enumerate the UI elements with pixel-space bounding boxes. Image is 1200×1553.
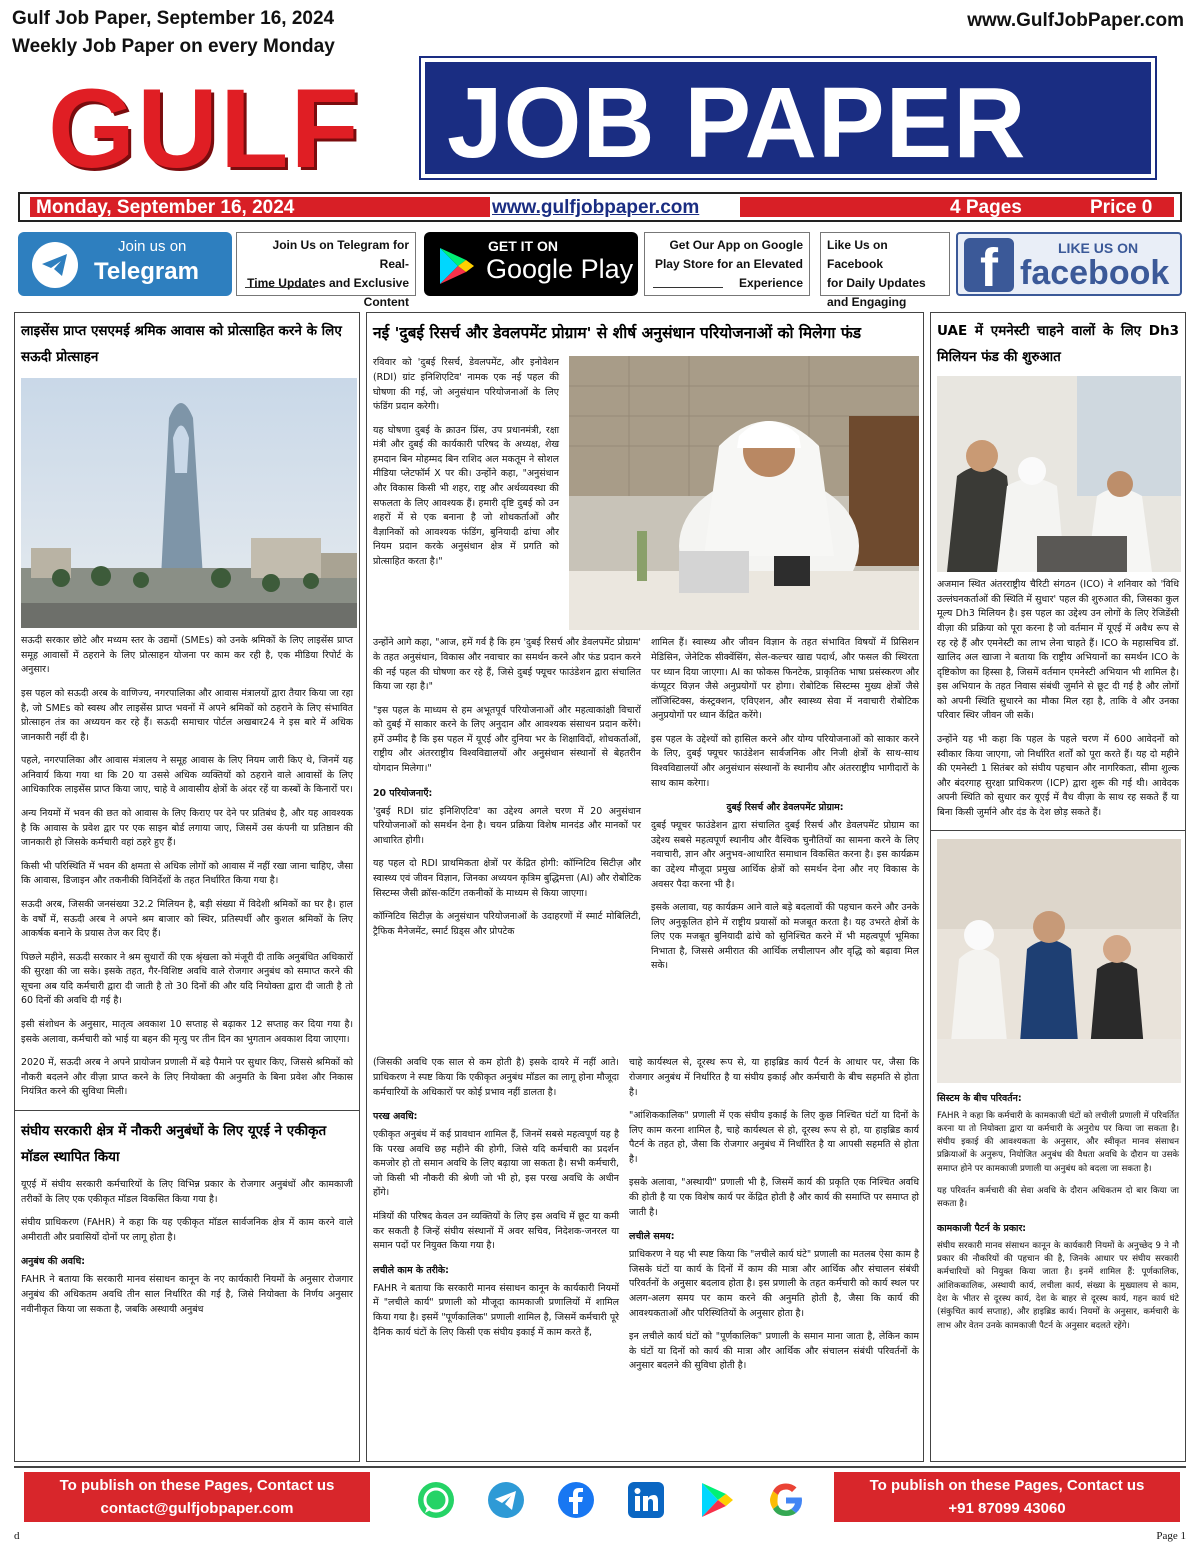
footer [14, 1466, 1186, 1522]
facebook-promo-text [820, 232, 950, 309]
center-col-a-subhead: 20 परियोजनाएँ: [373, 787, 433, 799]
footer-contact-phone-box[interactable] [834, 1472, 1180, 1522]
facebook-promo-line3: and Engaging [827, 295, 907, 309]
telegram-icon [32, 242, 78, 288]
divider [15, 1110, 359, 1111]
facebook-footer-icon[interactable] [556, 1480, 596, 1520]
center-lower-paragraph: चाहे कार्यस्थल से, दूरस्थ रूप से, या हाइब्रिड कार्य पैटर्न के आधार पर, जैसा कि रोजगार अनुबंध में निर्धारित है या संघीय इकाई और कर्मचारी के बीच सहमति से होता है। [629, 1057, 919, 1098]
telegram-footer-icon[interactable] [486, 1480, 526, 1520]
center-lower-paragraph: प्राधिकरण ने यह भी स्पष्ट किया कि "लचीले कार्य घंटे" प्रणाली का मतलब ऐसा काम है जिसके घंटों या कार्य के दिनों में काम की मात्रा और आर्थिक और संचालन संबंधी परिवर्तनों के अनुसार बदलाव होता है। इस प्रणाली के तहत कर्मचारी को कार्य स्थल पर अलग-अलग समय पर काम करने की अनुमति होती है, जैसा कि कार्य की आवश्यकताओं और परिस्थितियों के अनुसार होता है। [629, 1249, 919, 1319]
center-lower-paragraph: मंत्रियों की परिषद केवल उन व्यक्तियों के लिए इस अवधि में छूट या कमी कर सकती है जिन्हें संघीय संस्थानों में अवर सचिव, निदेशक-जनरल या समान पदों पर नियुक्त किया गया है। [373, 1211, 619, 1252]
left2-subhead: अनुबंध की अवधि: [21, 1256, 85, 1268]
divider [931, 830, 1185, 831]
center-col-b-paragraph: दुबई फ्यूचर फाउंडेशन द्वारा संचालित दुबई रिसर्च और डेवलपमेंट प्रोग्राम का उद्देश्य सबसे महत्वपूर्ण स्थानीय और वैश्विक चुनौतियों का सामना करने के लिए नवाचारी, ज्ञान और अनुभव-आधारित समाधान विकसित करना है। इस कार्यक्रम का उद्देश्य मौजूदा प्रमुख आर्थिक क्षेत्रों को समर्थन देना और नए विकास के अवसर पैदा करना भी है। [651, 820, 919, 890]
telegram-promo-text [236, 232, 416, 309]
page-number: Page 1 [1156, 1530, 1186, 1542]
logo-job-paper-box [421, 58, 1155, 178]
center-lower-subhead: लचीले समय: [629, 1231, 675, 1243]
left2-paragraph: FAHR ने बताया कि सरकारी मानव संसाधन कानून के नए कार्यकारी नियमों के अनुसार रोजगार अनुबंध की अधिकतम अवधि तीन साल निर्धारित की गई है, जिसे नियोक्ता के निर्णय अनुसार नवीनीकृत किया जा सकता है, जबकि अस्थायी अनुबंध [21, 1274, 353, 1315]
left-headline: लाइसेंस प्राप्त एसएमई श्रमिक आवास को प्रोत्साहित करने के लिए सऊदी प्रोत्साहन [21, 323, 342, 365]
sheikh-hamdan-photo [569, 356, 919, 630]
right-column [930, 312, 1186, 1462]
center-col-b-paragraph: शामिल हैं। स्वास्थ्य और जीवन विज्ञान के तहत संभावित विषयों में प्रिसिशन मेडिसिन, जेनेटिक सीक्वेंसिंग, सेल-कल्चर खाद्य पदार्थ, और फसल की स्थिरता पर ध्यान दिया जाएगा। AI का फोकस फिनटेक, प्राकृतिक भाषा प्रसंस्करण और कंप्यूटर विज़न जैसे अनुप्रयोगों पर होगा। रोबोटिक सिस्टम्स मुख्य क्षेत्रों जैसे लॉजिस्टिक्स, कंस्ट्रक्शन, एविएशन, और स्वास्थ्य सेवा में नवाचारी रोबोटिक अनुप्रयोगों पर ध्यान केंद्रित करेंगे। [651, 637, 919, 722]
google-promo-line3: Experience [738, 276, 803, 290]
left2-paragraph: संघीय प्राधिकरण (FAHR) ने कहा कि यह एकीकृत मॉडल सार्वजनिक क्षेत्र में काम करने वाले अमीराती और प्रवासियों दोनों पर लागू होता है। [21, 1217, 353, 1243]
facebook-small-text: LIKE US ON [1058, 240, 1139, 256]
left-paragraph: 2020 में, सऊदी अरब ने अपने प्रायोजन प्रणाली में बड़े पैमाने पर सुधार किए, जिससे श्रमिकों को नौकरी बदलने और वीज़ा प्राप्त करने के लिए नियोक्ता की अनुमति के बिना प्रवेश और निकास नियंत्रित करने की सुविधा मिली। [21, 1057, 353, 1098]
center-intro-paragraph: रविवार को 'दुबई रिसर्च, डेवलपमेंट, और इनोवेशन (RDI) ग्रांट इनिशिएटिव' नामक एक नई पहल की घोषणा की गई, जो अनुसंधान परियोजनाओं के लिए फंडिंग प्रदान करेगी। [373, 357, 559, 413]
logo-gulf: GULF [48, 66, 361, 191]
facebook-big-text: facebook [1020, 254, 1170, 292]
right-subhead: कामकाजी पैटर्न के प्रकार: [937, 1222, 1027, 1234]
left-paragraph: किसी भी परिस्थिति में भवन की क्षमता से अधिक लोगों को आवास में नहीं रखा जाना चाहिए, जैसा कि आवास, डिजाइन और तकनीकी विनिर्देशों के तहत निर्धारित किया गया है। [21, 860, 353, 887]
edition-info [12, 8, 335, 58]
promo-row [18, 232, 1182, 309]
facebook-promo-line1: Like Us on Facebook [827, 238, 888, 271]
left-paragraph: इस पहल को सऊदी अरब के वाणिज्य, नगरपालिका और आवास मंत्रालयों द्वारा तैयार किया जा रहा है, जो SMEs को स्वस्थ और लाइसेंस प्राप्त भवनों में अपने श्रमिकों को ठहराने के लिए संभावित प्रोत्साहन तंत्र का अध्ययन कर रहे हैं। सऊदी समाचार पोर्टल अखबार24 ने इस बारे में अधिक जानकारी नहीं दी है। [21, 688, 353, 743]
right-paragraph: संघीय सरकारी मानव संसाधन कानून के कार्यकारी नियमों के अनुच्छेद 9 ने नौ प्रकार की नौकरियों की पहचान की है, जिनके आधार पर संघीय सरकारी कर्मचारियों को नियुक्त किया जाता है। इनमें शामिल हैं: पूर्णकालिक, आंशिककालिक, अस्थायी कार्य, लचीला कार्य, संख्या के मुख्यालय से काम, देश के भीतर से दूरस्थ कार्य, देश के बाहर से दूरस्थ कार्य, गहन कार्य घंटे (संकुचित कार्य सप्ताह), और हाइब्रिड कार्य। नियमों के अनुसार, कर्मचारी के लाभ और वेतन उनके कामकाजी पैटर्न के अनुसार बदलते रहेंगे। [937, 1240, 1179, 1331]
center-col-a-paragraph: "इस पहल के माध्यम से हम अभूतपूर्व परियोजनाओं और महत्वाकांक्षी विचारों को दुबई में साकार करने के लिए अनुदान और आवश्यक संसाधन प्रदान करेंगे। हमें उम्मीद है कि इस पहल में यूएई और दुनिया भर के शिक्षाविदों, शोधकर्ताओं, राष्ट्रीय और अंतरराष्ट्रीय विश्वविद्यालयों और अनुसंधान संस्थानों से बेहतरीन योगदान मिलेगा।" [373, 704, 641, 775]
telegram-big-text: Telegram [94, 258, 199, 285]
telegram-promo-line1: Join Us on Telegram for Real- [272, 238, 409, 271]
logo-job-paper: JOB PAPER [447, 67, 1027, 179]
left-column [14, 312, 360, 1462]
whatsapp-icon[interactable] [416, 1480, 456, 1520]
center-column [366, 312, 924, 1462]
footer-left-line1: To publish on these Pages, Contact us [59, 1477, 335, 1494]
center-col-b-paragraph: इस पहल के उद्देश्यों को हासिल करने और योग्य परियोजनाओं को साकार करने के लिए, दुबई फ्यूचर फाउंडेशन सार्वजनिक और निजी क्षेत्रों के साथ-साथ विश्वविद्यालयों और अनुसंधान संस्थानों के स्थानीय और अंतरराष्ट्रीय भागीदारों के साथ काम करेगा। [651, 733, 919, 789]
footer-right-line1: To publish on these Pages, Contact us [869, 1477, 1145, 1494]
google-play-big-text: Google Play [486, 254, 634, 284]
google-play-footer-icon[interactable] [696, 1480, 736, 1520]
edition-date: Gulf Job Paper, September 16, 2024 [12, 8, 335, 29]
left-paragraph: सऊदी सरकार छोटे और मध्यम स्तर के उद्यमों (SMEs) को उनके श्रमिकों के लिए लाइसेंस प्राप्त समूह आवासों में ठहराने के लिए प्रोत्साहन योजना पर काम कर रही है, एक मीडिया रिपोर्ट के अनुसार। [21, 635, 353, 676]
footer-phone[interactable]: +91 87099 43060 [948, 1500, 1066, 1517]
footer-email[interactable]: contact@gulfjobpaper.com [100, 1500, 294, 1517]
left-paragraph: इसी संशोधन के अनुसार, मातृत्व अवकाश 10 सप्ताह से बढ़ाकर 12 सप्ताह कर दिया गया है। इसके अलावा, कर्मचारी को भाई या बहन की मृत्यु पर तीन दिन का भुगतान अवकाश दिया जाएगा। [21, 1019, 353, 1045]
google-promo-line1: Get Our App on Google [669, 238, 803, 252]
riyadh-skyline-photo [21, 378, 357, 628]
center-col-a-paragraph: कॉग्निटिव सिटीज़ के अनुसंधान परियोजनाओं के उदाहरणों में स्मार्ट मोबिलिटी, ट्रैफिक मैनेजमेंट, स्मार्ट ग्रिड्स और प्रोपटेक [373, 911, 641, 937]
right-paragraph: उन्होंने यह भी कहा कि पहल के पहले चरण में 600 आवेदनों को स्वीकार किया जाएगा, जो निर्धारित शर्तों को पूरा करते हैं। यह दो महीने की एमनेस्टी 1 सितंबर को संघीय पहचान और नागरिकता, सीमा शुल्क और बंदरगाह सुरक्षा प्राधिकरण (ICP) द्वारा शुरू की गई थी। आवेदक अपनी स्थिति को सुधार कर यूएई में वैध वीज़ा के साथ रह सकते हैं या बिना किसी जुर्माने और दंड के देश छोड़ सकते हैं। [937, 734, 1179, 818]
facebook-promo-line2: for Daily Updates [827, 276, 926, 290]
page-footer-left: d [14, 1530, 20, 1542]
left2-paragraph: यूएई में संघीय सरकारी कर्मचारियों के लिए विभिन्न प्रकार के रोजगार अनुबंधों और कामकाजी तरीकों के लिए एक एकीकृत मॉडल विकसित किया गया है। [21, 1179, 353, 1205]
right-paragraph: यह परिवर्तन कर्मचारी की सेवा अवधि के दौरान अधिकतम दो बार किया जा सकता है। [937, 1186, 1179, 1210]
center-headline: नई 'दुबई रिसर्च और डेवलपमेंट प्रोग्राम' से शीर्ष अनुसंधान परियोजनाओं को मिलेगा फंड [373, 324, 862, 342]
site-url-top[interactable]: www.GulfJobPaper.com [967, 10, 1184, 31]
right-paragraph: अजमान स्थित अंतरराष्ट्रीय चैरिटी संगठन (ICO) ने शनिवार को 'विधि उल्लंघनकर्ताओं की स्थिति में सुधार' पहल की शुरुआत की, जिसका कुल मूल्य Dh3 मिलियन है। इस पहल का उद्देश्य उन लोगों के लिए रेजिडेंसी वीज़ा की प्रक्रिया को पूरा करना है जो वर्तमान में यूएई में अवैध रूप से रह रहे हैं और एमनेस्टी का लाभ लेना चाहते हैं। ICO के महासचिव डॉ. खालिद अल खाजा ने बताया कि राष्ट्रीय अभियानों का समर्थन ICO के दृष्टिकोण का हिस्सा है, जिसमें वर्तमान एमनेस्टी अभियान भी शामिल है। इस अभियान के तहत निवास संबंधी जुर्माने से छूट दी गई है और लोगों को अपनी स्थिति सुधारने का मौका मिल रहा है, ताकि वे और उनका परिवार स्थिर जीवन जी सकें। [937, 579, 1179, 722]
linkedin-icon[interactable] [626, 1480, 666, 1520]
google-promo-line2: Play Store for an Elevated [654, 257, 803, 271]
site-url-link[interactable]: www.gulfjobpaper.com [492, 197, 700, 218]
right-headline: UAE में एमनेस्टी चाहने वालों के लिए Dh3 मिलियन फंड की शुरुआत [937, 323, 1179, 365]
center-lower-paragraph: इसके अलावा, "अस्थायी" प्रणाली भी है, जिसमें कार्य की प्रकृति एक निश्चित अवधि की होती है या एक विशेष कार्य पर केंद्रित होती है और कार्य की समाप्ति पर समाप्त हो जाती है। [629, 1177, 919, 1218]
right-paragraph: FAHR ने कहा कि कर्मचारी के कामकाजी घंटों को लचीली प्रणाली में परिवर्तित करना या तो नियोक्ता द्वारा या कर्मचारी के अनुरोध पर किया जा सकता है। संघीय इकाई की आवश्यकता के अनुसार, और स्वीकृत मानव संसाधन प्रक्रियाओं के अनुरूप, नियोजित अनुबंध की वैधता अवधि के दौरान या उसके समाप्त होने पर कामकाजी प्रणाली या अनुबंध को बदला जा सकता है। [937, 1110, 1179, 1174]
page-count: 4 Pages [950, 197, 1022, 218]
footer-contact-email-box[interactable] [24, 1472, 370, 1522]
amnesty-volunteers-photo [937, 376, 1181, 572]
left-paragraph: पिछले महीने, सऊदी सरकार ने श्रम सुधारों की एक श्रृंखला को मंजूरी दी ताकि अनुबंधित अधिकारों की सुरक्षा की जा सके। इसके तहत, गैर-विशिष्ट अवधि वाले रोजगार अनुबंध को समाप्त करने की सूचना अब यदि कर्मचारी द्वारा दी जाती है तो 30 दिनों की और यदि नियोक्ता द्वारा दी जाती है तो 60 दिनों की अवधि दी गई है। [21, 951, 353, 1007]
center-intro-paragraph: यह घोषणा दुबई के क्राउन प्रिंस, उप प्रधानमंत्री, रक्षा मंत्री और दुबई की कार्यकारी परिषद के अध्यक्ष, शेख हमदान बिन मोहम्मद बिन राशिद अल मकतूम ने सोशल मीडिया प्लेटफॉर्म X पर की। उन्होंने कहा, "अनुसंधान और विकास किसी भी शहर, राष्ट्र और अर्थव्यवस्था की सफलता के लिए आवश्यक हैं। हमारी दृष्टि दुबई को उन शहरों में से एक बनाना है जो शोधकर्ताओं और वैज्ञानिकों को आवश्यक फंडिंग, बुनियादी ढांचा और नियम प्रदान करके अनुसंधान क्षेत्र में प्रगति को प्रोत्साहित करता है।" [373, 424, 559, 567]
center-lower-subhead: परख अवधि: [373, 1111, 418, 1123]
google-play-button[interactable] [424, 232, 638, 296]
google-play-small-text: GET IT ON [488, 238, 558, 254]
google-icon[interactable] [766, 1480, 806, 1520]
left-paragraph: सऊदी अरब, जिसकी जनसंख्या 32.2 मिलियन है, बड़ी संख्या में विदेशी श्रमिकों का घर है। हाल के वर्षों में, सऊदी अरब ने अपने श्रम बाजार को स्थिर, प्रतिस्पर्धी और कुशल श्रमिकों के लिए आकर्षक बनाने के प्रयास तेज कर दिए हैं। [21, 898, 353, 940]
center-col-b-subhead: दुबई रिसर्च और डेवलपमेंट प्रोग्राम: [726, 802, 844, 814]
facebook-icon: f [964, 238, 1014, 292]
arrow-left-icon [245, 287, 315, 288]
center-col-a-paragraph: यह पहल दो RDI प्राथमिकता क्षेत्रों पर केंद्रित होगी: कॉग्निटिव सिटीज़ और स्वास्थ्य एवं जीवन विज्ञान, जिनका अध्ययन कृत्रिम बुद्धिमत्ता (AI) और रोबोटिक सिस्टम्स जैसी क्रॉस-कटिंग तकनीकों के माध्यम से किया जाएगा। [373, 858, 641, 899]
telegram-promo-line2: Time Updates and Exclusive [247, 276, 409, 290]
telegram-button[interactable] [18, 232, 232, 296]
date-bar [18, 192, 1182, 222]
edition-frequency: Weekly Job Paper on every Monday [12, 36, 335, 57]
facebook-button[interactable] [956, 232, 1182, 296]
center-col-a-paragraph: उन्होंने आगे कहा, "आज, हमें गर्व है कि हम 'दुबई रिसर्च और डेवलपमेंट प्रोग्राम' के तहत अनुसंधान, विकास और नवाचार का समर्थन करने और फंड प्रदान करने की नई पहल की घोषणा कर रहे हैं, जिसे दुबई फ्यूचर फाउंडेशन द्वारा संचालित किया जा रहा है।" [373, 637, 641, 693]
center-lower-paragraph: एकीकृत अनुबंध में कई प्रावधान शामिल हैं, जिनमें सबसे महत्वपूर्ण यह है कि परख अवधि छह महीने की होगी, जिसे यदि कर्मचारी का प्रदर्शन कमजोर हो तो समान अवधि के लिए बढ़ाया जा सकता है। सभी कर्मचारी, जो किसी भी नौकरी की श्रेणी जो भी हो, इस परख अवधि के अधीन होंगे। [373, 1129, 619, 1199]
center-lower-paragraph: इन लचीले कार्य घंटों को "पूर्णकालिक" प्रणाली के समान माना जाता है, लेकिन काम के घंटों या दिनों को कार्य की मात्रा और आर्थिक और संचालन संबंधी परिवर्तनों के अनुसार बदलने की सुविधा होती है। [629, 1331, 919, 1372]
left-headline-2: संघीय सरकारी क्षेत्र में नौकरी अनुबंधों के लिए यूएई ने एकीकृत मॉडल स्थापित किया [21, 1122, 327, 1165]
center-col-a-paragraph: 'दुबई RDI ग्रांट इनिशिएटिव' का उद्देश्य अगले चरण में 20 अनुसंधान परियोजनाओं को समर्थन देना है। चयन प्रक्रिया विशेष मानदंड और मानकों पर आधारित होगी। [373, 805, 641, 846]
telegram-small-text: Join us on [118, 238, 187, 255]
right-subhead: सिस्टम के बीच परिवर्तन: [937, 1092, 1022, 1104]
business-meeting-photo [937, 839, 1181, 1083]
center-lower-subhead: लचीले काम के तरीके: [373, 1264, 449, 1276]
center-lower-paragraph: (जिसकी अवधि एक साल से कम होती है) इसके दायरे में नहीं आते। प्राधिकरण ने स्पष्ट किया कि एकीकृत अनुबंध मॉडल का लागू होना मौजूदा कर्मचारियों के अधिकारों पर कोई प्रभाव नहीं डालता है। [373, 1057, 619, 1098]
left-paragraph: अन्य नियमों में भवन की छत को आवास के लिए किराए पर देने पर प्रतिबंध है, और यह आवश्यक है कि आवास के प्रवेश द्वार पर एक साइन बोर्ड लगाया जाए, जिसमें उस कंपनी या प्रतिष्ठान की जानकारी हो जिसके कर्मचारी वहां ठहरे हुए हैं। [21, 808, 353, 849]
issue-date: Monday, September 16, 2024 [36, 197, 295, 218]
google-play-icon [436, 246, 476, 286]
arrow-left-icon [653, 287, 723, 288]
left-paragraph: पहले, नगरपालिका और आवास मंत्रालय ने समूह आवास के लिए नियम जारी किए थे, जिनमें यह अनिवार्य किया गया था कि 20 या उससे अधिक व्यक्तियों को ठहराने वाले आवासों के लिए आधिकारिक लाइसेंस प्राप्त किया जाए, चाहे वे आवासीय क्षेत्रों के अंदर रहें या कस्बों के किनारों पर। [21, 755, 353, 796]
center-col-b-paragraph: इसके अलावा, यह कार्यक्रम आने वाले बड़े बदलावों की पहचान करने और उनके लिए अनुकूलित होने में राष्ट्रीय प्रयासों को मजबूत करता है। यह उभरते क्षेत्रों के लिए एक मजबूत बुनियादी ढांचे को सुनिश्चित करने में भी महत्वपूर्ण भूमिका निभाता है, जिससे अमीरात की आर्थिक लचीलापन और वृद्धि को बढ़ावा मिल सके। [651, 902, 919, 972]
google-promo-text [644, 232, 810, 296]
masthead [0, 58, 1200, 191]
center-lower-paragraph: FAHR ने बताया कि सरकारी मानव संसाधन कानून के कार्यकारी नियमों में "लचीले कार्य" प्रणाली को मौजूदा कामकाजी प्रणालियों में शामिल किया गया है। इसमें "पूर्णकालिक" प्रणाली शामिल है, जिसमें कर्मचारी पूरे दैनिक कार्य घंटों के लिए किसी एक संघीय इकाई में काम करते हैं, [373, 1282, 619, 1338]
telegram-promo-line3: Content [363, 295, 409, 309]
center-lower-paragraph: "आंशिककालिक" प्रणाली में एक संघीय इकाई के लिए कुछ निश्चित घंटों या दिनों के लिए काम करना शामिल है, चाहे कार्यस्थल से हो, दूरस्थ रूप से हो, या हाइब्रिड कार्य पैटर्न के तहत हो, जैसा कि रोजगार अनुबंध में निर्धारित है या आपसी सहमति से होता है। [629, 1110, 919, 1165]
price: Price 0 [1090, 197, 1153, 218]
